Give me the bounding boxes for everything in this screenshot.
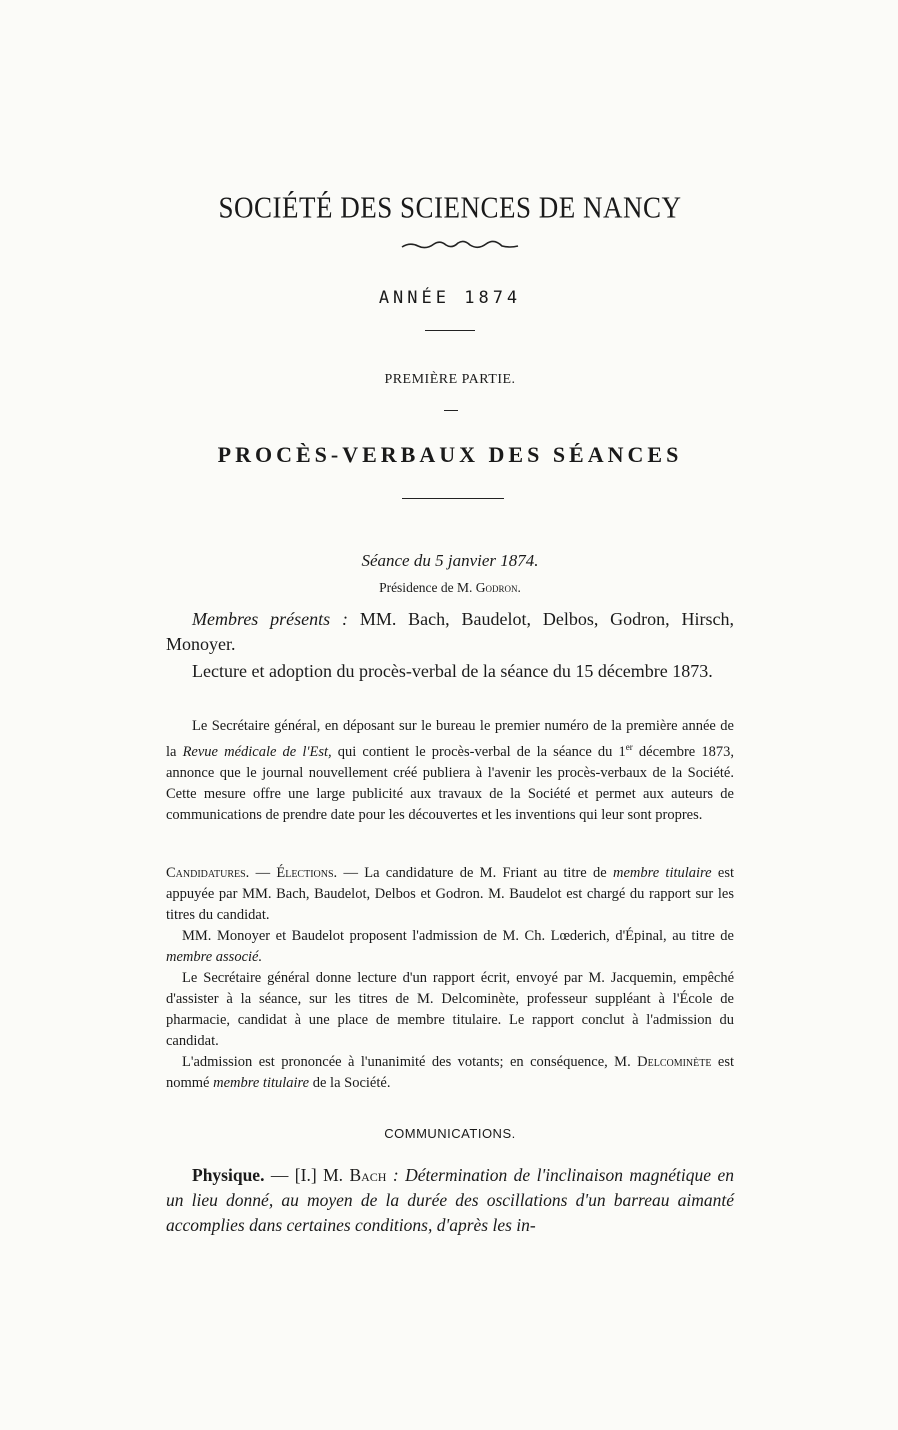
- paragraph-physique: [166, 1163, 734, 1238]
- society-title: SOCIÉTÉ DES SCIENCES DE NANCY: [218, 189, 682, 225]
- text-span: MM. Monoyer et Baudelot proposent l'admission de M. Ch. Lœderich, d'Épinal, au titre de: [182, 928, 734, 944]
- paragraph-monoyer: [166, 926, 734, 968]
- italic-span: membre titulaire: [213, 1075, 310, 1091]
- text-span: est nommé: [166, 1054, 735, 1091]
- paragraph-rapport: Le Secrétaire général donne lecture d'un rapport écrit, envoyé par M. Jacquemin, empêché d'assister à la séance, sur les titres de M. Delcominète, professeur suppléant à l'École de pharmacie, candidat à une place de membre titulaire. Le rapport conclut à l'admission du candidat.: [166, 970, 734, 1049]
- text-span: décembre 1873, annonce que le journal nouvellement créé publiera à l'avenir les procès-verbaux de la Société. Cette mesure offre une large publicité aux travaux de la Société et permet aux auteurs de communications de prendre date pour les découvertes et les inventions qui leur sont propres.: [166, 743, 734, 823]
- revue-title: Revue médicale de l'Est,: [182, 743, 332, 760]
- paragraph-candidatures: [166, 863, 734, 926]
- italic-span: membre associé.: [166, 949, 263, 965]
- section-title: PROCÈS-VERBAUX DES SÉANCES: [217, 442, 683, 467]
- italic-span: : Détermination de l'inclinaison magnétique en un lieu donné, au moyen de la durée des oscillations d'un barreau aimanté accomplies dans certaines conditions, d'après les in-: [166, 1165, 734, 1235]
- members-label: Membres présents :: [192, 609, 348, 629]
- communications-heading: COMMUNICATIONS.: [384, 1126, 516, 1141]
- text-span: Le Secrétaire général, en déposant sur le bureau le premier numéro de la première année de la: [166, 718, 734, 760]
- candidatures-label: Candidatures. — Élections.: [166, 865, 338, 881]
- paragraph-admission: [166, 1052, 734, 1094]
- author-name: Bach: [349, 1165, 387, 1185]
- paragraph-secretary: [166, 716, 734, 826]
- paragraph-members: [166, 607, 734, 657]
- member-name: Delcominète: [637, 1054, 712, 1070]
- paragraph-lecture: Lecture et adoption du procès-verbal de la séance du 15 décembre 1873.: [192, 661, 713, 681]
- text-span: qui contient le procès-verbal de la séance du 1: [331, 743, 626, 760]
- superscript: er: [625, 742, 633, 752]
- ornament-icon: [400, 238, 520, 252]
- part-heading: PREMIÈRE PARTIE.: [384, 372, 516, 387]
- text-span: de la Société.: [309, 1075, 391, 1091]
- year-heading: ANNÉE 1874: [378, 288, 522, 308]
- text-span: — [I.] M.: [264, 1165, 350, 1185]
- divider: [444, 410, 458, 411]
- presidency-line: [166, 580, 734, 596]
- members-text: MM. Bach, Baudelot, Delbos, Godron, Hirsch, Monoyer.: [166, 609, 734, 654]
- text-span: — La candidature de M. Friant au titre de: [337, 865, 613, 881]
- physique-label: Physique.: [192, 1165, 265, 1185]
- italic-span: membre titulaire: [612, 865, 712, 881]
- text-span: est appuyée par MM. Bach, Baudelot, Delbos et Godron. M. Baudelot est chargé du rapport sur les titres du candidat.: [166, 865, 734, 923]
- divider: [402, 498, 504, 499]
- session-title: Séance du 5 janvier 1874.: [361, 551, 539, 570]
- president-name: Godron.: [475, 580, 521, 595]
- presidency-prefix: Présidence de M.: [379, 580, 476, 595]
- divider: [425, 330, 475, 331]
- text-span: L'admission est prononcée à l'unanimité des votants; en conséquence, M.: [182, 1054, 638, 1070]
